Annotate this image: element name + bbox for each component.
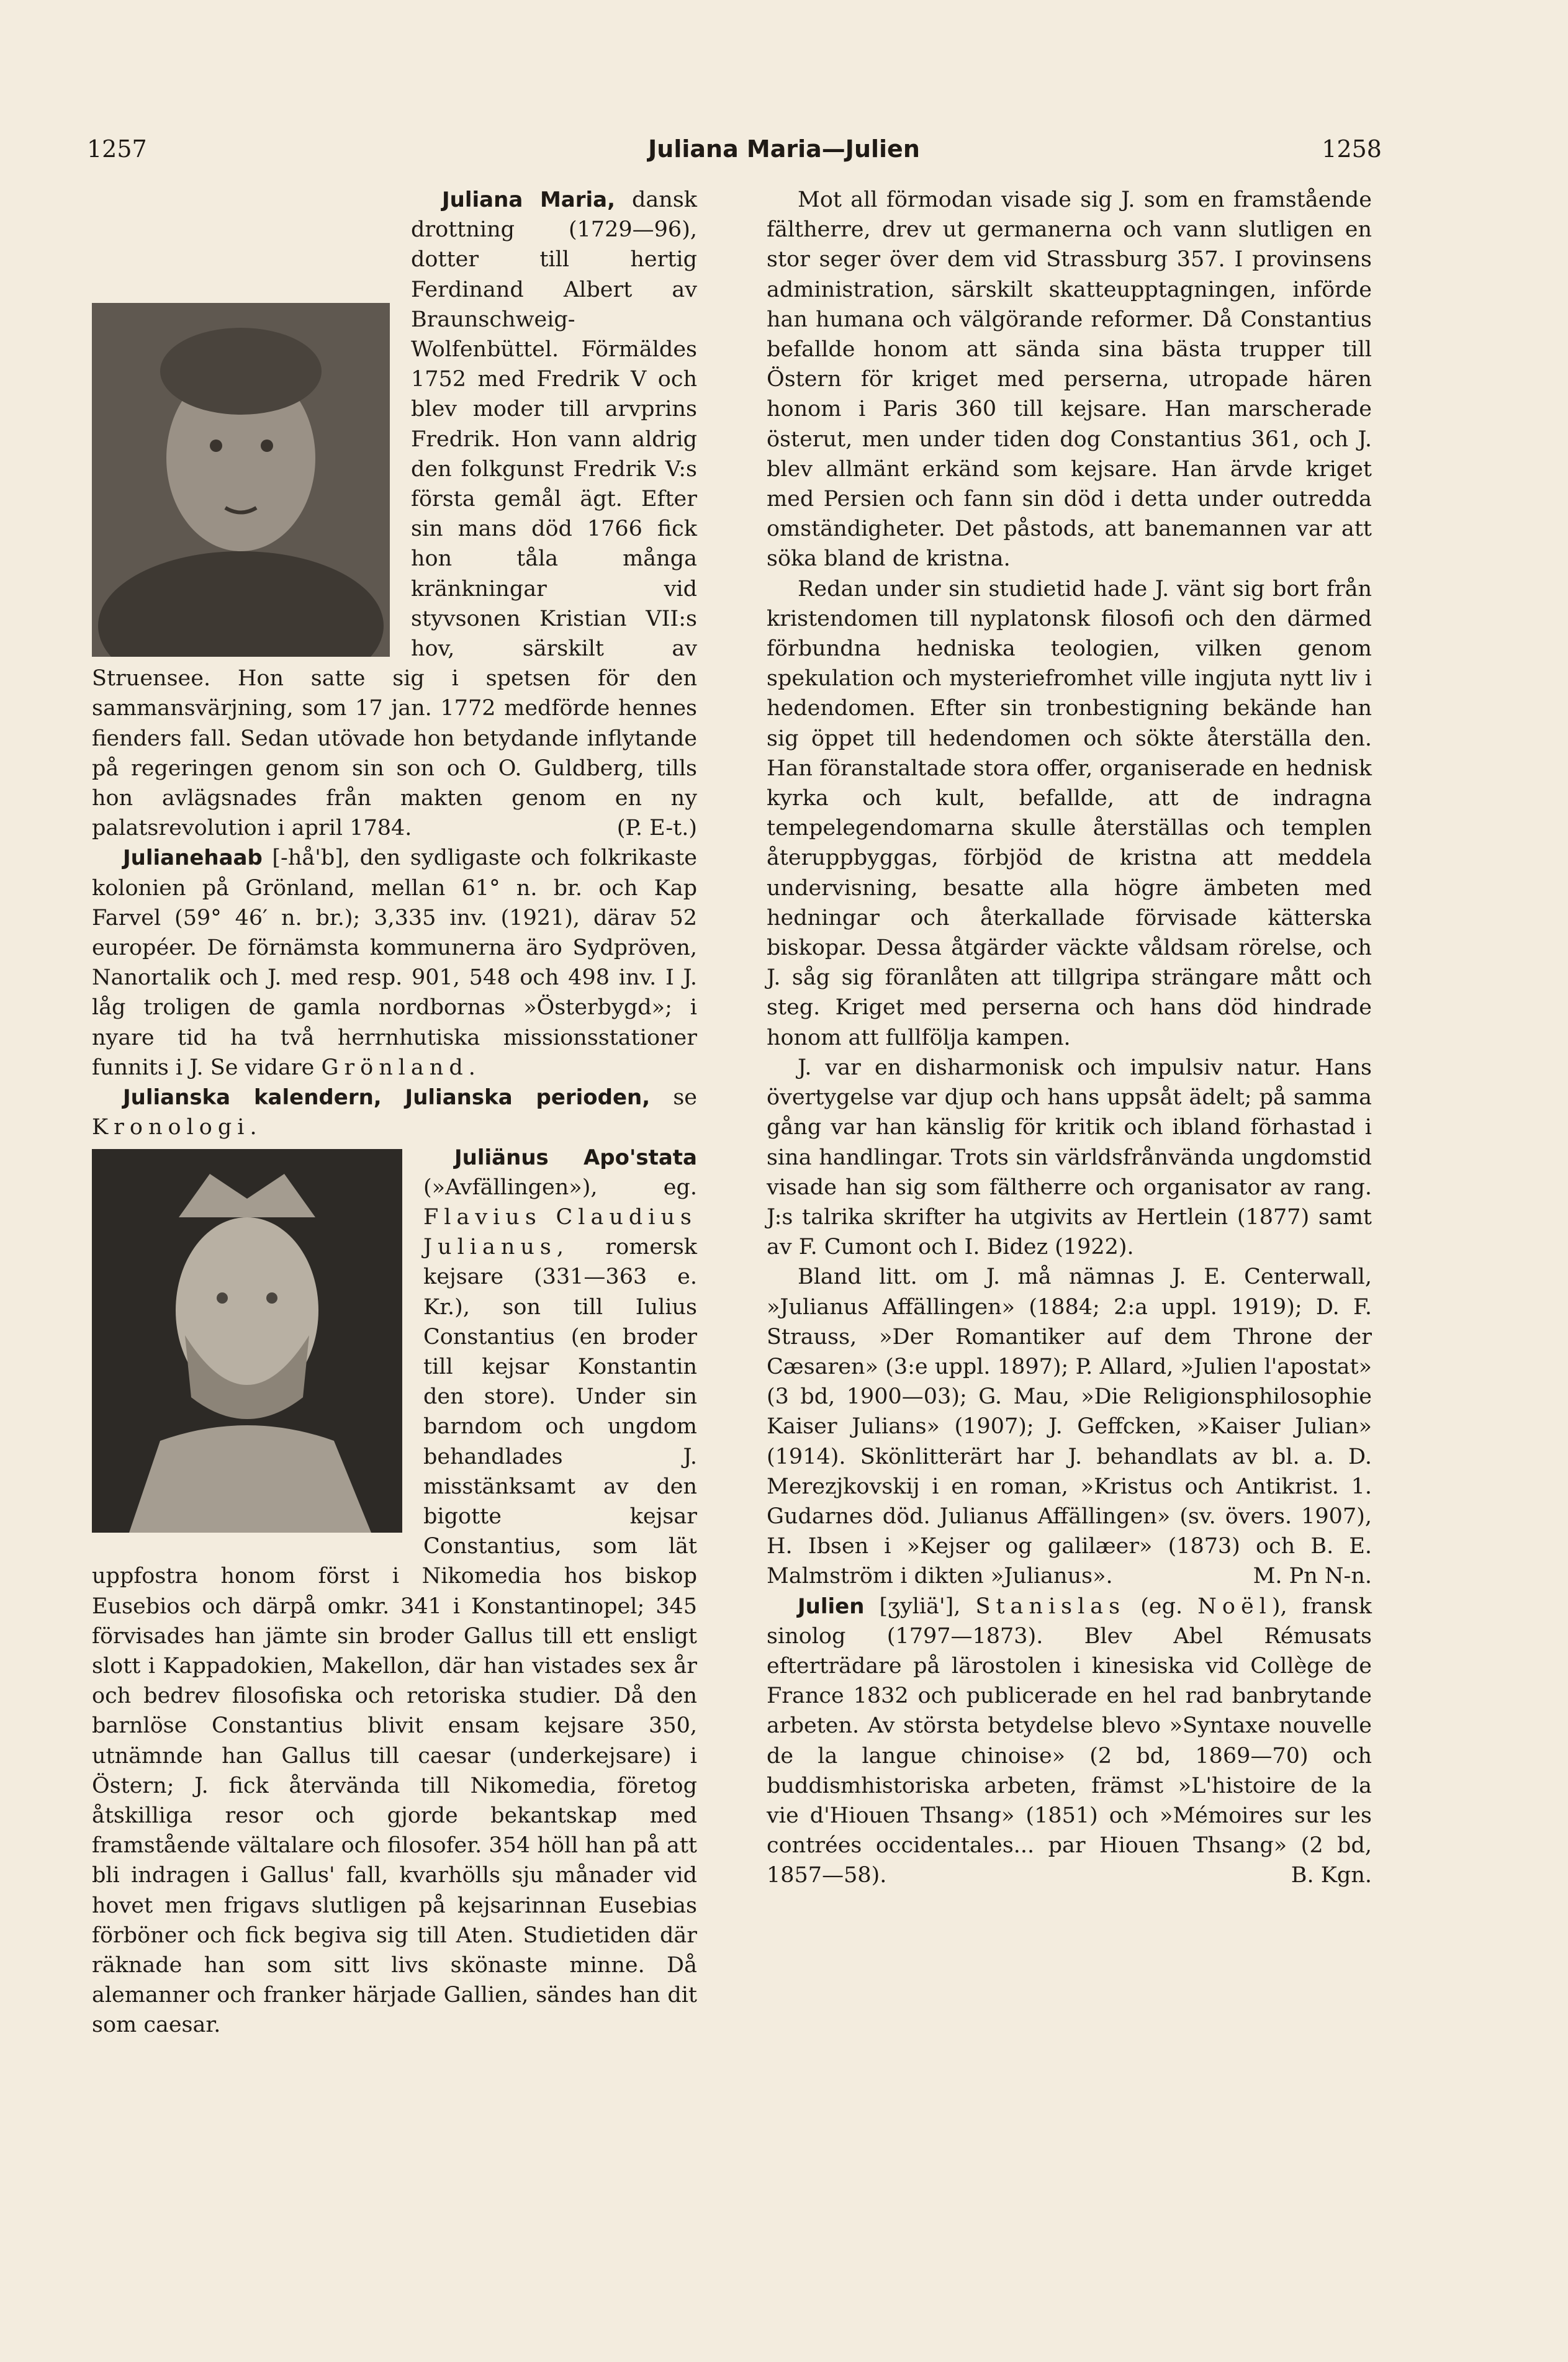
spaced-name: Noël: [1197, 1593, 1272, 1619]
entry-julien: [767, 1592, 1372, 1891]
headword: Juliänus Apo'stata: [454, 1145, 697, 1170]
signature: M. Pn N-n.: [1253, 1564, 1372, 1589]
entry-text: [ʒyliä'],: [864, 1593, 976, 1619]
paragraph: Mot all förmodan visade sig J. som en framstående fältherre, drev ut germanerna och vann slutligen en stor seger över dem vid Strassburg 357. I provinsens administration, särskilt skatteupptagningen, införde han humana och välgörande reformer. Då Constantius befallde honom att sända sina bästa trupper till Östern för kriget med perserna, utropade hären honom i Paris 360 till kejsare. Han marscherade österut, men under tiden dog Constantius 361, och J. blev allmänt erkänd som kejsare. Han ärvde kriget med Persien och fann sin död i detta under outredda omständigheter. Det påstods, att banemannen var att söka bland de kristna.: [767, 187, 1372, 572]
headword: Julien: [798, 1593, 865, 1619]
spaced-name: Stanislas: [975, 1593, 1126, 1619]
bust-figure: [92, 1149, 402, 1533]
bibliography-paragraph: [767, 1262, 1372, 1591]
entry-julianehaab: [92, 843, 697, 1083]
bust-photo-icon: [92, 1149, 402, 1533]
entry-text: ), fransk sinolog (1797—1873). Blev Abel Rémusats efterträdare på lärostolen i kinesiska vid Collège de France 1832 och publicerade en hel rad banbrytande arbeten. Av största betydelse blevo »Syntaxe nouvelle de la langue chinoise» (2 bd, 1869—70) och buddismhistoriska arbeten, främst »L'histoire de la vie d'Hiouen Thsang» (1851) och »Mémoires sur les contrées occidentales... par Hiouen Thsang» (2 bd, 1857—58).: [767, 1593, 1372, 1888]
entry-julianska-kalendern: [92, 1083, 697, 1142]
spaced-name: Flavius Claudius Julianus: [423, 1204, 697, 1260]
signature: B. Kgn.: [1291, 1863, 1372, 1888]
entry-text: .: [468, 1055, 475, 1080]
portrait-engraving-icon: [92, 303, 390, 657]
cross-reference: Grönland: [321, 1055, 469, 1080]
entry-text: .: [250, 1115, 257, 1140]
portrait-figure: [92, 303, 390, 657]
entry-text: , romersk kejsare (331—363 e. Kr.), son till Iulius Constantius (en broder till kejsar Konstantin den store). Under sin barndom och ungdom behandlades J. misstänksamt av den bigotte kejsar Constantius, som lät uppfostra honom först i Nikomedia hos biskop Eusebios och därpå omkr. 341 i Konstantinopel; 345 förvisades han jämte sin broder Gallus till ett ensligt slott i Kappadokien, Makellon, där han vistades sex år och bedrev filosofiska och retoriska studier. Då den barnlöse Constantius blivit ensam kejsare 350, utnämnde han Gallus till caesar (underkejsare) i Östern; J. fick återvända till Nikomedia, företog åtskilliga resor och gjorde bekantskap med framstående vältalare och filosofer. 354 höll han på att bli indragen i Gallus' fall, kvarhölls sju månader vid hovet men frigavs slutligen på kejsarinnan Eusebias förböner och fick begiva sig till Aten. Studietiden där räknade han som sitt livs skönaste minne. Då alemanner och franker härjade Gallien, sändes han dit som caesar.: [92, 1235, 697, 2038]
entry-text: (eg.: [1125, 1593, 1198, 1619]
cross-reference: Kronologi: [92, 1115, 250, 1140]
signature: (P. E-t.): [616, 816, 697, 841]
left-column: [92, 185, 697, 2040]
entry-text: se: [650, 1085, 697, 1111]
headword: Juliana Maria,: [442, 187, 616, 212]
entry-text: [-hå'b], den sydligaste och folkrikaste kolonien på Grönland, mellan 61° n. br. och Kap Farvel (59° 46′ n. br.); 3,335 inv. (1921), därav 52 européer. De förnämsta kommunerna äro Sydpröven, Nanortalik och J. med resp. 901, 548 och 498 inv. I J. låg troligen de gamla nordbornas »Österbygd»; i nyare tid ha två herrnhutiska missionsstationer funnits i J. Se vidare: [92, 845, 697, 1080]
entry-text: (»Avfällingen»), eg.: [423, 1174, 697, 1200]
page-title: Juliana Maria—Julien: [648, 135, 920, 163]
paragraph: Redan under sin studietid hade J. vänt sig bort från kristendomen till nyplatonsk filosofi och den därmed förbundna hedniska teologien, vilken genom spekulation och mysteriefromhet ville ingjuta nytt liv i hedendomen. Efter sin tronbestigning bekände han sig öppet till hedendomen och sökte återställa den. Han föranstaltade stora offer, organiserade en hednisk kyrka och kult, befallde, att de indragna tempelegendomarna skulle återställas och templen återuppbyggas, förbjöd de kristna att meddela undervisning, besatte alla högre ämbeten med hedningar och återkallade förvisade kätterska biskopar. Dessa åtgärder väckte våldsam rörelse, och J. såg sig föranlåten att tillgripa strängare mått och steg. Kriget med perserna och hans död hindrade honom att fullfölja kampen.: [767, 576, 1372, 1050]
paragraph: J. var en disharmonisk och impulsiv natur. Hans övertygelse var djup och hans uppsåt ädelt; på samma gång var han känslig för kritik och ibland förhastad i sina handlingar. Trots sin världsfrånvända ungdomstid visade han sig som fältherre och organisator av rang. J:s talrika skrifter ha utgivits av Hertlein (1877) samt av F. Cumont och I. Bidez (1922).: [767, 1055, 1372, 1260]
entry-text: Bland litt. om J. må nämnas J. E. Centerwall, »Julianus Affällingen» (1884; 2:a uppl. 1919); D. F. Strauss, »Der Romantiker auf dem Throne der Cæsaren» (3:e uppl. 1897); P. Allard, »Julien l'apostat» (3 bd, 1900—03); G. Mau, »Die Religionsphilosophie Kaiser Julians» (1907); J. Geffcken, »Kaiser Julian» (1914). Skönlitterärt har J. behandlats av bl. a. D. Merezjkovskij i en roman, »Kristus och Antikrist. 1. Gudarnes död. Julianus Affällingen» (sv. övers. 1907), H. Ibsen i »Kejser og galilæer» (1873) och B. E. Malmström i dikten »Julianus».: [767, 1264, 1372, 1589]
entry-text: dansk drottning (1729—96), dotter till hertig Ferdinand Albert av Braunschweig-Wolfenbüttel. Förmäldes 1752 med Fredrik V och blev moder till arvprins Fredrik. Hon vann aldrig den folkgunst Fredrik V:s första gemål ägt. Efter sin mans död 1766 fick hon tåla många kränkningar vid styvsonen Kristian VII:s hov, särskilt av Struensee. Hon satte sig i spetsen för den sammansvärjning, som 17 jan. 1772 medförde hennes fienders fall. Sedan utövade hon betydande inflytande på regeringen genom sin son och O. Guldberg, tills hon avlägsnades från makten genom en ny palatsrevolution i april 1784.: [92, 187, 698, 841]
headword: Julianehaab: [123, 845, 263, 871]
right-column: [767, 185, 1372, 1891]
headword: Julianska kalendern, Julianska perioden,: [123, 1085, 651, 1111]
right-page-number: 1258: [1322, 135, 1382, 163]
left-page-number: 1257: [87, 135, 147, 163]
